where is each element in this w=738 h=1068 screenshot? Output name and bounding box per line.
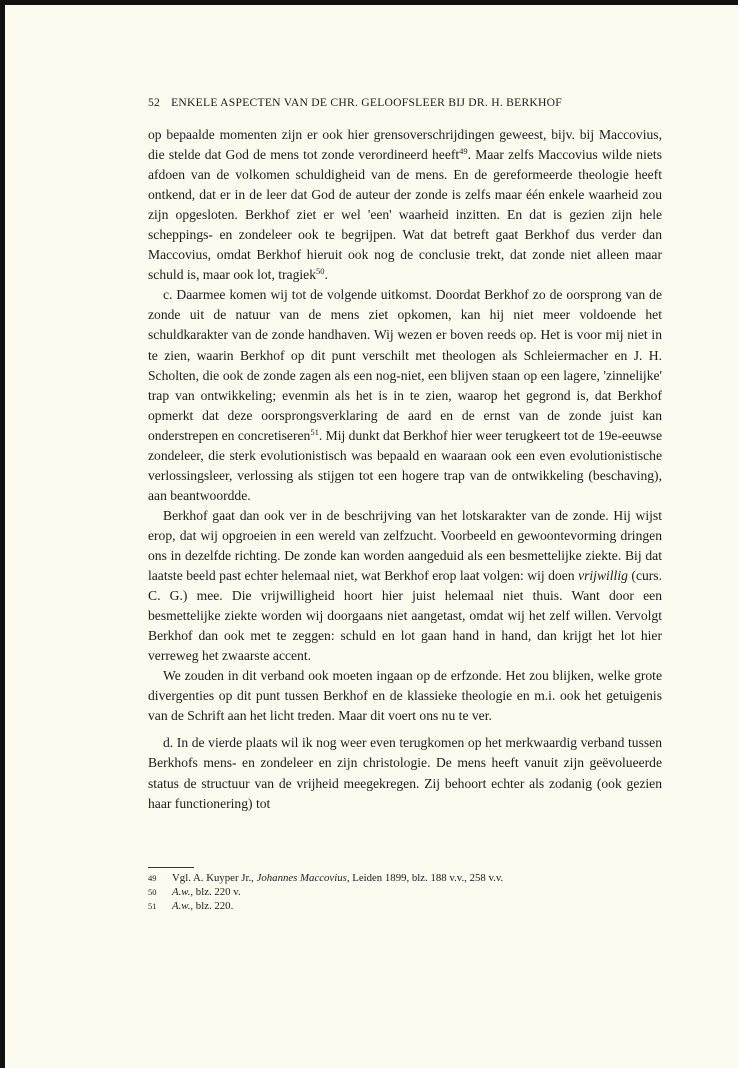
footnote [148, 899, 662, 913]
footnote-number: 49 [148, 873, 157, 883]
text-run: We zouden in dit verband ook moeten ingaan op de erfzonde. Het zou blijken, welke grote divergenties op dit punt tussen Berkhof en de klassieke theologie en m.i. ook het getuigenis van de Schrift aan het licht treden. Maar dit voert ons nu te ver. [148, 668, 662, 724]
paragraph [148, 506, 662, 666]
footnotes [148, 871, 662, 913]
italic-text: A.w., [172, 886, 194, 898]
footnote-ref: 49 [459, 146, 468, 157]
footnote-text [172, 899, 233, 913]
footnote [148, 885, 662, 899]
text-run: . [324, 267, 328, 283]
footnote-rule [148, 867, 194, 868]
text-run: Berkhof gaat dan ook ver in de beschrijving van het lotskarakter van de zonde. Hij wijst erop, dat wij opgroeien in een wereld van zelfzucht. Voorbeeld en gewoontevorming dringen ons in dezelfde richting. De zonde kan worden aangeduid als een besmettelijke ziekte. Bij dat laatste beeld past echter helemaal niet, wat Berkhof erop laat volgen: wij doen [148, 507, 662, 584]
paragraph [148, 666, 662, 726]
footnote-number: 50 [148, 887, 157, 897]
footnote-ref: 51 [310, 426, 319, 437]
text-run: d. In de vierde plaats wil ik nog weer even terugkomen op het merkwaardig verband tussen Berkhofs mens- en zondeleer en zijn christologie. De mens heeft vanuit zijn geëvolueerde status de structuur van de vrijheid meegekregen. Zij behoort echter als zodanig (ook gezien haar functionering) tot [148, 735, 662, 811]
italic-text: vrijwillig [578, 568, 628, 584]
footnote [148, 871, 662, 885]
page-number: 52 [148, 96, 161, 109]
italic-text: A.w., [172, 900, 194, 912]
text-run: . Mij dunkt dat Berkhof hier weer terugkeert tot de 19e-eeuwse zondeleer, die sterk evolutionistisch was bepaald en waaraan ook een even evolutionistische verlossingsleer, verlossing als stijgen tot een hogere trap van de ontwikkeling (beschaving), aan beantwoordde. [148, 427, 663, 503]
text-run: (curs. C. G.) mee. Die vrijwilligheid hoort hier juist helemaal niet thuis. Want door een besmettelijke ziekte worden wij doorgaans niet aangetast, omdat wij het zelf willen. Vervolgt Berkhof dan ook met te zeggen: schuld en lot gaan hand in hand, dan krijgt het lot hier verreweg het zwaarste accent. [148, 568, 662, 664]
paragraph [148, 285, 662, 506]
body-text [148, 125, 662, 814]
paragraph [148, 125, 662, 285]
footnote-text [172, 871, 503, 885]
text-run: Vgl. A. Kuyper Jr., [172, 872, 257, 884]
book-page [5, 5, 738, 1068]
text-run: op bepaalde momenten zijn er ook hier grensoverschrijdingen geweest, bijv. bij Maccovius, die stelde dat God de mens tot zonde verordineerd heeft [148, 127, 662, 163]
running-head [148, 96, 678, 109]
text-run: . Maar zelfs Maccovius wilde niets afdoen van de volkomen schuldigheid van de mens. En de gereformeerde theologie heeft ontkend, dat er in de leer dat God de auteur der zonde is zelfs maar één enkele waarheid zou zijn opgesloten. Berkhof ziet er wel 'een' waarheid inzitten. En dat is gezien zijn hele scheppings- en zondeleer ook te begrijpen. Wat dat betreft gaat Berkhof dus verder dan Maccovius, omdat Berkhof hieruit ook nog de conclusie trekt, dat zonde niet alleen maar schuld is, maar ook lot, tragiek [148, 147, 662, 283]
text-run: Leiden 1899, blz. 188 v.v., 258 v.v. [349, 872, 504, 884]
text-run: c. Daarmee komen wij tot de volgende uitkomst. Doordat Berkhof zo de oorsprong van de zonde uit de natuur van de mens ziet opkomen, kan hij niet meer voldoende het schuldkarakter van de zonde handhaven. Wij wezen er boven reeds op. Het is voor mij niet in te zien, waarin Berkhof op dit punt verschilt met theologen als Schleiermacher en J. H. Scholten, die ook de zonde zagen als een nog-niet, een blijven staan op een lagere, 'zinnelijke' trap van ontwikkeling; evenmin als het is in te zien, waarop het gegrond is, dat Berkhof opmerkt dat deze oorsprongsverklaring de aard en de ernst van de zonde juist kan onderstrepen en concretiseren [148, 287, 662, 443]
footnote-number: 51 [148, 901, 157, 911]
text-run: blz. 220. [193, 900, 234, 912]
footnote-text [172, 885, 241, 899]
text-run: blz. 220 v. [193, 886, 241, 898]
paragraph [148, 733, 662, 813]
italic-text: Johannes Maccovius, [256, 872, 350, 884]
running-title: ENKELE ASPECTEN VAN DE CHR. GELOOFSLEER BIJ DR. H. BERKHOF [171, 96, 562, 109]
footnote-ref: 50 [316, 266, 325, 277]
